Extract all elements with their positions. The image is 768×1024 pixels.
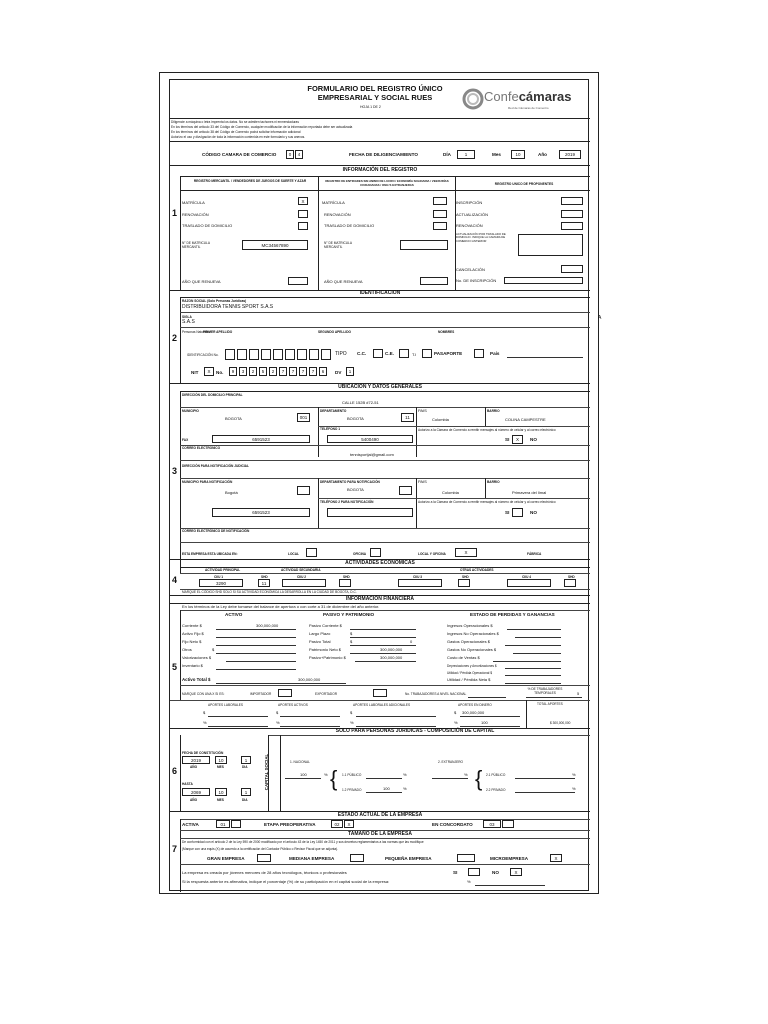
actividades-band: ACTIVIDADES ECONÓMICAS (345, 560, 415, 566)
const-mes-field[interactable]: 10 (215, 756, 227, 764)
no-label: NO (530, 437, 537, 442)
trabajadores-label: No. TRABAJADORES A NIVEL NACIONAL (405, 692, 467, 696)
esal-matricula-checkbox[interactable] (433, 197, 447, 205)
publico-11-label: 1.1 PÚBLICO (342, 773, 362, 777)
section-number-2: 2 (172, 333, 178, 343)
concordato-code[interactable]: 03 (483, 820, 501, 828)
financiera-band: INFORMACIÓN FINANCIERA (345, 596, 415, 602)
activa-checkbox[interactable] (231, 820, 241, 828)
otras-actividades-label: OTRAS ACTIVIDADES (460, 568, 494, 572)
si-checkbox[interactable]: X (512, 435, 523, 444)
nombres-label: NOMBRES (438, 330, 455, 334)
municipio-value[interactable]: BOGOTA (225, 416, 242, 421)
si-label: SI (505, 437, 510, 442)
dep-notif-code[interactable] (399, 486, 412, 495)
jovenes-si-label: SI (453, 870, 458, 875)
ciiu4-field[interactable] (507, 579, 551, 587)
ti-label: T.I (412, 352, 417, 357)
fecha-label: FECHA DE DILIGENCIAMIENTO (349, 152, 418, 157)
side-mark: A (598, 315, 602, 321)
renovacion-p-checkbox[interactable] (561, 222, 583, 230)
logo-brand: Confecámaras (484, 89, 572, 104)
capital-band: SOLO PARA PERSONAS JURIDICAS - COMPOSICIÓN DE CAPITAL (335, 728, 495, 734)
instruction-line: En los términos del artículo 33 del Código de Comercio, cualquier modificación de la información reportada debe ser actualizada (171, 125, 353, 129)
privado-12-pct: % (403, 786, 407, 791)
autorizo-label: Autorizo a la Cámara de Comercio a remitir mensajes al número de celular y al correo electrónico (418, 428, 556, 432)
activo-heading: ACTIVO (225, 612, 243, 617)
nit-checkbox[interactable]: X (204, 367, 214, 376)
departamento-value[interactable]: BOGOTA (347, 416, 364, 421)
actualizacion-label: ACTUALIZACIÓN (456, 212, 489, 217)
traslado-label: TRASLADO DE DOMICILIO (182, 223, 233, 228)
privado-12-value[interactable]: 100 (383, 786, 390, 791)
tel2-notif-field[interactable] (327, 508, 413, 517)
section-number-6: 6 (172, 766, 178, 776)
no-notif-label: NO (530, 510, 537, 515)
hasta-ano-field[interactable]: 2069 (182, 788, 210, 796)
departamento-label: DEPARTAMENTO (320, 409, 347, 413)
shd4-field[interactable] (564, 579, 576, 587)
pais-label-ub: PAIS (418, 408, 427, 413)
municipio-code[interactable]: 001 (297, 413, 310, 422)
shd-label: SHD (261, 575, 268, 579)
tamano-band: TAMAÑO DE LA EMPRESA (348, 831, 412, 837)
gran-empresa-label: GRAN EMPRESA (207, 856, 245, 861)
capital-social-label: CAPITAL SOCIAL (264, 753, 270, 791)
pasivo-total-label: Pasivo Total (309, 639, 331, 644)
gastos-op-label: Gastos Operacionales $ (447, 639, 490, 644)
estado-heading: ESTADO DE PERDIDAS Y GANANCIAS (470, 612, 555, 617)
section-number-4: 4 (172, 575, 178, 585)
aportes-laborales-label: APORTES LABORALES (208, 703, 244, 707)
actividades-nota: MARQUE EL CÓDIGO SHD SOLO SI SU ACTIVIDAD ECONÓMICA LA DESARROLLA EN LA CIUDAD DE BOGOTA, D.C. (182, 590, 357, 594)
barrio-notif-label: BARRIO (487, 480, 500, 484)
activa-label: ACTIVA (182, 822, 199, 827)
pct-temporales-value[interactable]: 5 (577, 691, 580, 696)
fecha-constitucion-label: FECHA DE CONSTITUCIÓN (182, 751, 224, 755)
costo-ventas-label: Costo de Ventas $ (447, 655, 480, 660)
mun-notif-code[interactable] (297, 486, 310, 495)
form-title: FORMULARIO DEL REGISTRO ÚNICO EMPRESARIAL Y SOCIAL RUES (307, 84, 443, 102)
const-dia-field[interactable]: 1 (241, 756, 251, 764)
confecamaras-logo-icon (462, 88, 484, 110)
col3-head: REGISTRO UNICO DE PROPONENTES (494, 182, 554, 186)
nacional-pct: % (324, 772, 328, 777)
const-ano-field[interactable]: 2019 (182, 756, 210, 764)
dir-principal-label: DIRECCIÓN DEL DOMICILIO PRINCIPAL (182, 393, 243, 397)
form-subtitle: HOJA 1 DE 2 (360, 105, 381, 109)
fabrica-label: FÁBRICA (527, 552, 542, 556)
hasta-mes-label: MES (217, 798, 224, 802)
cc-label: C.C. (357, 351, 367, 356)
jovenes-si-checkbox[interactable] (468, 868, 480, 876)
ing-op-label: Ingresos Operacionales $ (447, 623, 493, 628)
ciiu4-label: CIIU 4 (522, 575, 532, 579)
ano-renueva-field[interactable] (288, 277, 308, 285)
fax-label: FAX (182, 438, 189, 442)
hasta-dia-label: DIA (242, 798, 248, 802)
no-inscripcion-label: No. DE INSCRIPCIÓN (456, 278, 497, 283)
pasaporte-checkbox[interactable] (474, 349, 484, 358)
privado-22-label: 2.2 PRIVADO (486, 788, 506, 792)
pasivo-patrimonio-value[interactable]: 300,000,000 (380, 655, 403, 660)
actualizacion-traslado-label: ACTUALIZACIÓN POR TRASLADO DE DOMICILIO. INDIQUE LA CAMARA DE COMERCIO ANTERIOR (456, 232, 506, 243)
municipio-label: MUNICIPIO (182, 409, 199, 413)
cancelacion-checkbox[interactable] (561, 265, 583, 273)
cc-checkbox[interactable] (373, 349, 383, 358)
corriente-value[interactable]: 300,000,000 (256, 623, 279, 628)
hasta-label: HASTA (182, 782, 193, 786)
num-matricula-label: N° DE MATRICULA MERCANTIL (182, 241, 210, 249)
autorizo-notif-label: Autorizo a la Cámara de Comercio a remitir mensajes al número de celular y al correo electrónico (418, 500, 556, 504)
ubicacion-band: UBICACIÓN Y DATOS GENERALES (338, 384, 422, 390)
pct-temporales-label: % DE TRABAJADORES TEMPORALES (527, 687, 563, 695)
estado-band: ESTADO ACTUAL DE LA EMPRESA (337, 812, 423, 818)
shd-label: SHD (568, 575, 575, 579)
gastos-no-op-label: Gastos No Operacionales $ (447, 647, 497, 652)
num-matricula-field[interactable]: MC34567890 (242, 240, 308, 250)
ciiu3-field[interactable] (398, 579, 442, 587)
inscripcion-label: INSCRIPCIÓN (456, 200, 483, 205)
tel-notif-field[interactable]: 6591523 (212, 508, 310, 517)
otros-label: Otros (182, 647, 192, 652)
mediana-empresa-label: MEDIANA EMPRESA (289, 856, 335, 861)
pais-notif-value[interactable]: Colombia (442, 490, 459, 495)
ing-no-op-label: Ingresos No Operacionales $ (447, 631, 499, 636)
mes-field[interactable]: 10 (511, 150, 525, 159)
aportes-dinero-dollar: $ (454, 710, 457, 715)
esal-renovacion-label: RENOVACIÓN (324, 212, 351, 217)
identificacion-no-label: IDENTIFICACIÓN No. (187, 353, 219, 357)
tipo-label: TIPO (335, 351, 347, 357)
si-notif-checkbox[interactable] (512, 508, 523, 517)
dv-label: DV (335, 370, 342, 375)
ciiu2-label: CIIU 2 (297, 575, 307, 579)
nit-digit[interactable]: 2 (249, 367, 257, 376)
nit-digit[interactable]: 6 (319, 367, 327, 376)
cancelacion-label: CANCELACIÓN (456, 267, 485, 272)
shd2-field[interactable] (339, 579, 351, 587)
inscripcion-checkbox[interactable] (561, 197, 583, 205)
mun-notif-label: MUNICIPIO PARA NOTIFICACIÓN (182, 480, 233, 484)
shd-label: SHD (462, 575, 469, 579)
ciiu1-field[interactable]: 3290 (199, 579, 243, 587)
matricula-label: MATRÍCULA (182, 200, 205, 205)
privado-22-pct: % (572, 786, 576, 791)
tel2-notif-label: TELÉFONO 2 PARA NOTIFICACIÓN (320, 500, 374, 504)
no-inscripcion-field[interactable] (504, 277, 583, 284)
traslado-checkbox[interactable] (298, 222, 308, 230)
ciiu2-field[interactable] (282, 579, 326, 587)
exportador-label: EXPORTADOR (315, 692, 338, 696)
valorizaciones-label: Valorizaciones $ (182, 655, 212, 660)
jovenes-no-checkbox[interactable]: X (510, 868, 522, 876)
porcentaje-text: Si la respuesta anterior es afirmativa, indique el porcentaje (%) de su participación en el capital social de la empresa: (182, 879, 390, 884)
publico-21-pct: % (572, 772, 576, 777)
matricula-checkbox[interactable]: X (298, 197, 308, 205)
extranjero-brace-icon: { (475, 766, 483, 791)
nit-digit[interactable]: 2 (269, 367, 277, 376)
esal-renovacion-checkbox[interactable] (433, 210, 447, 218)
dir-notif-label: DIRECCIÓN PARA NOTIFICACIÓN JUDICIAL (182, 464, 249, 468)
barrio-value[interactable]: COLINA CAMPESTRE (505, 417, 546, 422)
instruction-line: Autorizo el uso y divulgación de toda la información contenida en este formulario y sus anexos. (171, 135, 306, 139)
section-number-7: 7 (172, 844, 178, 854)
preoperativa-code[interactable]: 02 (331, 820, 343, 828)
total-aportes-label: TOTAL APORTES (537, 702, 563, 706)
extranjero-label: 2. EXTRANJERO (438, 760, 463, 764)
dia-label: DÍA (443, 152, 451, 157)
pasivo-total-dollar: $ (350, 639, 353, 644)
instruction-line: Diligencie a máquina o letra imprenta los datos. No se admiten tachones ni enmendaduras (171, 120, 299, 124)
financiera-intro: En los términos de la Ley debe tomarse del balance de apertura o con corte a 31 de diciembre del año anterior. (182, 604, 380, 609)
esal-traslado-checkbox[interactable] (433, 222, 447, 230)
const-mes-label: MES (217, 765, 224, 769)
largo-plazo-dollar: $ (350, 631, 353, 636)
telefono1-label: TELÉFONO 1 (320, 427, 341, 431)
nit-digit[interactable]: 7 (309, 367, 317, 376)
primer-apellido-label: PRIMER APELLIDO (203, 330, 233, 334)
jovenes-text: La empresa es creada por jóvenes menores de 28 años tecnólogos, técnicos o profesionales (182, 870, 347, 875)
activo-total-value[interactable]: 300,000,000 (298, 677, 321, 682)
total-aportes-value[interactable]: $ 300,000,000 (550, 721, 571, 725)
razon-social-value[interactable]: DISTRIBUIDORA TENNIS SPORT S.A.S (182, 304, 274, 310)
mes-label: Mes (492, 152, 501, 157)
marque-text: (Marque con una equis (X) de acuerdo a la certificación del Contador Público o Revisor Fiscal que se adjunta). (182, 847, 339, 851)
dep-notif-label: DEPARTAMENTO PARA NOTIFICACIÓN (320, 480, 380, 484)
form-page (159, 72, 602, 894)
pais-value[interactable]: Colombia (432, 417, 449, 422)
local-label: LOCAL (288, 552, 299, 556)
local-checkbox[interactable] (306, 548, 317, 557)
nit-no-label: No. (216, 370, 224, 375)
renovacion-checkbox[interactable] (298, 210, 308, 218)
ce-label: C.E. (385, 351, 394, 356)
aportes-adicionales-pct: % (350, 720, 354, 725)
aportes-laborales-dollar: $ (203, 710, 206, 715)
nit-digit[interactable]: 7 (299, 367, 307, 376)
si-notif-label: SI (505, 510, 510, 515)
ciiu3-label: CIIU 3 (413, 575, 423, 579)
esal-ano-renueva-field[interactable] (420, 277, 448, 285)
hasta-dia-field[interactable]: 1 (241, 788, 251, 796)
aportes-dinero-pct: % (454, 720, 458, 725)
utilidad-neta-label: Utilidad / Pérdida Neta $ (447, 677, 491, 682)
pais-label: País (490, 351, 500, 356)
dir-principal-value[interactable]: CALLE 152B #72-51 (342, 400, 379, 405)
barrio-notif-value[interactable]: Primavera del Iimal (512, 490, 547, 495)
nacional-value[interactable]: 100 (300, 772, 307, 777)
renovacion-p-label: RENOVACIÓN (456, 223, 483, 228)
extranjero-pct: % (464, 772, 468, 777)
pasivo-total-value[interactable]: 0 (410, 639, 413, 644)
jovenes-no-label: NO (492, 870, 499, 875)
instruction-line: En los términos del artículo 38 del Código de Comercio podrá solicitar información adicional (171, 130, 301, 134)
inventario-label: Inventario $ (182, 663, 203, 668)
ce-checkbox[interactable] (399, 349, 409, 358)
depreciaciones-label: Depreciaciones y Amortizaciones $ (447, 664, 497, 668)
sigla-label: SIGLA (182, 315, 192, 319)
oficina-checkbox[interactable] (370, 548, 381, 557)
aportes-dinero-value[interactable]: 300,000,000 (462, 710, 485, 715)
shd-label: SHD (343, 575, 350, 579)
sigla-value[interactable]: S.A.S (182, 319, 195, 325)
correo-value[interactable]: tennisportjal@gmail.com (350, 452, 394, 457)
registro-band: INFORMACIÓN DEL REGISTRO (342, 167, 418, 173)
ti-checkbox[interactable] (422, 349, 432, 358)
largo-plazo-label: Largo Plazo (309, 631, 331, 636)
codigo-digit-1[interactable]: 0 (286, 150, 294, 159)
pasivo-corriente-label: Pasivo Corriente $ (309, 623, 342, 628)
codigo-digit-2[interactable]: 4 (295, 150, 303, 159)
barrio-label: BARRIO (487, 409, 500, 413)
exportador-checkbox[interactable] (373, 689, 387, 697)
importador-checkbox[interactable] (278, 689, 292, 697)
section-number-3: 3 (172, 466, 178, 476)
nit-digit[interactable]: 9 (229, 367, 237, 376)
hasta-mes-field[interactable]: 10 (215, 788, 227, 796)
col2-head: REGISTRO DE ENTIDADES SIN ANIMO DE LUCRO / ECONOMÍA SOLIDARIA / VEEDURÍAS CIUDADANAS / ONG´S EXTRANJERAS (325, 179, 449, 187)
aportes-activos-label: APORTES ACTIVOS (278, 703, 308, 707)
col1-head: REGISTRO MERCANTIL / VENDEDORES DE JUEGOS DE SUERTE Y AZAR (193, 179, 307, 183)
dia-field[interactable]: 1 (457, 150, 475, 159)
esal-ano-renueva-label: AÑO QUE RENUEVA (324, 279, 363, 284)
oficina-label: OFICINA (353, 552, 367, 556)
mediana-empresa-checkbox[interactable] (350, 854, 364, 862)
shd3-field[interactable] (458, 579, 470, 587)
actualizacion-checkbox[interactable] (561, 210, 583, 218)
ano-field[interactable]: 2019 (559, 150, 581, 159)
esal-num-matricula-label: N° DE MATRICULA MERCANTIL (324, 241, 352, 249)
activo-total-label: Activo Total $ (182, 677, 211, 682)
ciiu1-label: CIIU 1 (214, 575, 224, 579)
nit-digit[interactable]: 3 (239, 367, 247, 376)
aportes-activos-pct: % (276, 720, 280, 725)
logo-tagline: Red de Cámaras de Comercio (508, 106, 549, 110)
aportes-dinero-pct-value[interactable]: 100 (481, 720, 488, 725)
aportes-dinero-label: APORTES EN DINERO (458, 703, 492, 707)
renovacion-label: RENOVACIÓN (182, 212, 209, 217)
departamento-code[interactable]: 11 (401, 413, 414, 422)
nacional-label: 1. NACIONAL (290, 760, 310, 764)
mun-notif-value[interactable]: Bogotá (225, 490, 238, 495)
nit-digit[interactable]: 7 (289, 367, 297, 376)
nit-digit[interactable]: 5 (259, 367, 267, 376)
importador-prompt: MARQUE CON UNA X SI ES: (182, 692, 225, 696)
concordato-label: EN CONCORDATO (432, 822, 473, 827)
const-dia-label: DIA (242, 765, 248, 769)
correo-label: CORREO ELECTRONICO (182, 446, 221, 450)
ubicada-label: ESTA EMPRESA ESTA UBICADA EN: (182, 552, 238, 556)
esal-num-matricula-field[interactable] (400, 240, 448, 250)
codigo-label: CÓDIGO CAMARA DE COMERCIO (202, 152, 277, 157)
preoperativa-checkbox[interactable]: X (344, 820, 354, 828)
aportes-activos-dollar: $ (276, 710, 279, 715)
corriente-label: Corriente $ (182, 623, 202, 628)
section-number-5: 5 (172, 662, 178, 672)
telefono1-field[interactable]: 6591523 (212, 435, 310, 443)
publico-11-pct: % (403, 772, 407, 777)
microempresa-checkbox[interactable]: X (550, 854, 562, 862)
rues-form (169, 79, 589, 891)
concordato-checkbox[interactable] (502, 820, 514, 828)
razon-social-label: RAZON SOCIAL (Solo Personas Jurídicas) (182, 299, 247, 303)
local-oficina-checkbox[interactable]: X (455, 548, 477, 557)
pais-notif-label: PAIS (418, 479, 427, 484)
aportes-adicionales-label: APORTES LABORALES ADICIONALES (353, 703, 411, 707)
hasta-ano-label: AÑO (190, 798, 198, 802)
actividad-principal-label: ACTIVIDAD PRINCIPAL (205, 568, 241, 572)
esal-traslado-label: TRASLADO DE DOMICILIO (324, 223, 375, 228)
dv-field[interactable]: 1 (346, 367, 354, 376)
pequena-empresa-label: PEQUEÑA EMPRESA (385, 856, 432, 861)
fijo-neto-label: Fijo Neto $ (182, 639, 202, 644)
patrimonio-neto-value[interactable]: 300,000,000 (380, 647, 403, 652)
local-oficina-label: LOCAL Y OFICINA (418, 552, 446, 556)
tamano-text: De conformidad con el artículo 2 de la Ley 590 de 2000 modificado por el artículo 43 de la Ley 1450 de 2011 y sus decretos reglamentarios a las normas que las modifique (182, 840, 424, 844)
section-number-1: 1 (172, 208, 178, 218)
actividad-secundaria-label: ACTIVIDAD SECUNDARIA (281, 568, 321, 572)
publico-21-label: 2.1 PÚBLICO (486, 773, 506, 777)
shd1-field[interactable]: 11 (258, 579, 270, 587)
identificacion-band: IDENTIFICACION (359, 290, 401, 296)
importador-label: IMPORTADOR (250, 692, 272, 696)
utilidad-op-label: Utilidad / Pérdida Operacional $ (447, 671, 493, 675)
esal-matricula-label: MATRÍCULA (322, 200, 345, 205)
pasaporte-label: PASAPORTE (434, 351, 463, 356)
activa-code[interactable]: 01 (216, 820, 230, 828)
nacional-brace-icon: { (330, 766, 338, 791)
const-ano-label: AÑO (190, 765, 198, 769)
nit-digit[interactable]: 7 (279, 367, 287, 376)
segundo-apellido-label: SEGUNDO APELLIDO (318, 330, 351, 334)
aportes-adicionales-dollar: $ (350, 710, 353, 715)
microempresa-label: MICROEMPRESA (490, 856, 529, 861)
nit-label: NIT (191, 370, 199, 375)
telefono2-field[interactable]: 5400490 (327, 435, 413, 443)
privado-12-label: 1.2 PRIVADO (342, 788, 362, 792)
porcentaje-pct: % (467, 879, 471, 884)
personas-naturales-label: Personas Naturales (182, 330, 210, 334)
activo-fijo-label: Activo Fijo $ (182, 631, 204, 636)
confecamaras-logo (460, 86, 580, 116)
ano-label: Año (538, 152, 547, 157)
pequena-empresa-checkbox[interactable] (457, 854, 475, 862)
gran-empresa-checkbox[interactable] (257, 854, 271, 862)
pasivo-patrimonio-label: Pasivo+Patrimonio $ (309, 655, 346, 660)
dep-notif-value[interactable]: BOGOTA (347, 487, 364, 492)
otros-dollar: $ (212, 647, 215, 652)
pasivo-heading: PASIVO Y PATRIMONIO (323, 612, 375, 617)
aportes-laborales-pct: % (203, 720, 207, 725)
patrimonio-neto-label: Patrimonio Neto $ (309, 647, 342, 652)
camara-anterior-field[interactable] (518, 234, 583, 256)
ano-renueva-label: AÑO QUE RENUEVA (182, 279, 221, 284)
preoperativa-label: ETAPA PREOPERATIVA (264, 822, 316, 827)
correo-notif-label: CORREO ELECTRÓNICO DE NOTIFICACIÓN (182, 529, 250, 533)
